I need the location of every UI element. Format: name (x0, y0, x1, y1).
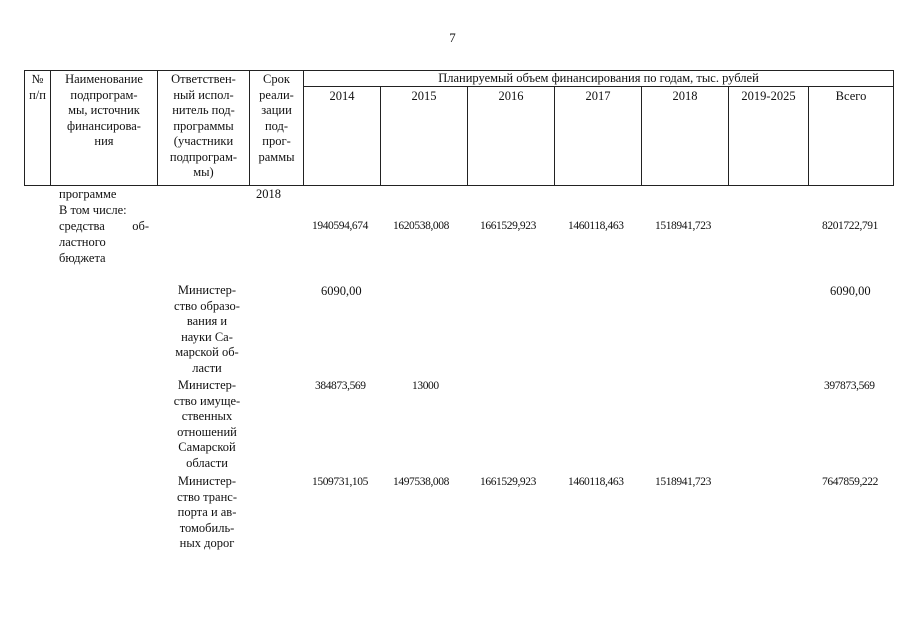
header-term: Срок реали- зации под- прог- раммы (258, 72, 295, 164)
regional-2016: 1661529,923 (480, 220, 536, 232)
regional-2018: 1518941,723 (655, 220, 711, 232)
continuation-text: программе (59, 187, 117, 201)
education-total: 6090,00 (830, 284, 871, 298)
property-2015: 13000 (412, 380, 439, 392)
header-financing: Планируемый объем финансирования по годам, тыс. рублей (438, 71, 759, 85)
header-executor: Ответствен- ный испол- нитель под- программы (участники подпрограм- мы) (169, 72, 238, 179)
transport-2016: 1661529,923 (480, 476, 536, 488)
regional-2017: 1460118,463 (568, 220, 624, 232)
transport-2017: 1460118,463 (568, 476, 624, 488)
header-year-2015: 2015 (411, 89, 437, 103)
header-year-2016: 2016 (498, 89, 524, 103)
transport-2018: 1518941,723 (655, 476, 711, 488)
property-total: 397873,569 (824, 380, 875, 392)
header-total: Всего (835, 89, 867, 103)
ministry-transport-name: Министер- ство транс- порта и ав- томобиль- ных дорог (176, 474, 238, 550)
header-year-2019-2025: 2019-2025 (741, 89, 796, 103)
in-that-number-label: В том числе: (59, 203, 127, 217)
property-2014: 384873,569 (315, 380, 366, 392)
header-year-2018: 2018 (672, 89, 698, 103)
header-name: Наименование подпрограм- мы, источник финансирова- ния (65, 72, 143, 148)
regional-2015: 1620538,008 (393, 220, 449, 232)
header-year-2014: 2014 (329, 89, 355, 103)
header-year-2017: 2017 (585, 89, 611, 103)
transport-total: 7647859,222 (822, 476, 878, 488)
ministry-property-name: Министер- ство имуще- ственных отношений Самарской области (173, 378, 241, 470)
regional-total: 8201722,791 (822, 220, 878, 232)
education-2014: 6090,00 (321, 284, 362, 298)
page-number: 7 (449, 30, 456, 45)
regional-2014: 1940594,674 (312, 220, 368, 232)
ministry-education-name: Министер- ство образо- вания и науки Са- марской об- ласти (174, 283, 240, 375)
source-line2: ластного бюджета (59, 235, 106, 265)
header-num: № п/п (29, 72, 46, 102)
transport-2015: 1497538,008 (393, 476, 449, 488)
transport-2014: 1509731,105 (312, 476, 368, 488)
term-value: 2018 (256, 187, 281, 201)
source-line1: средства об- (59, 219, 149, 233)
